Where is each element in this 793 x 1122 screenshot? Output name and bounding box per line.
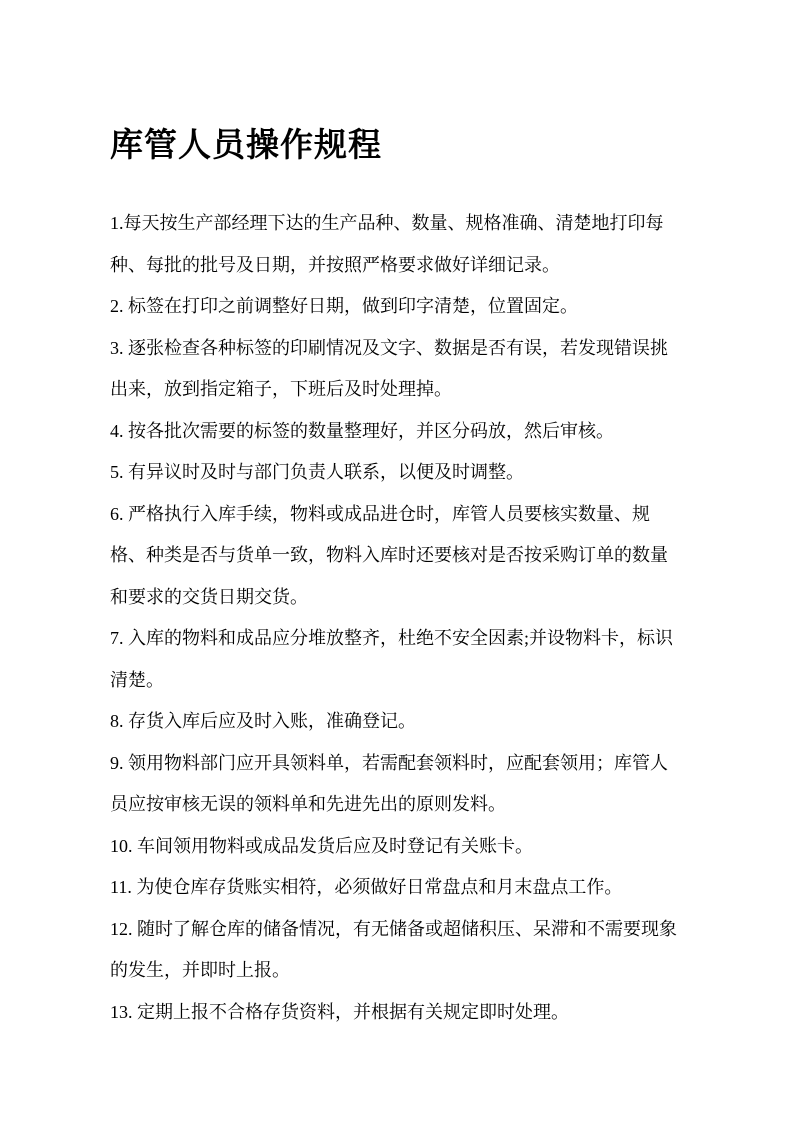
procedure-list — [110, 203, 680, 1033]
procedure-item: 2. 标签在打印之前调整好日期，做到印字清楚，位置固定。 — [110, 296, 578, 316]
procedure-item: 11. 为使仓库存货账实相符，必须做好日常盘点和月末盘点工作。 — [110, 877, 623, 897]
procedure-item: 12. 随时了解仓库的储备情况，有无储备或超储积压、呆滞和不需要现象的发生，并即时上报。 — [110, 918, 677, 980]
procedure-item: 9. 领用物料部门应开具领料单，若需配套领料时，应配套领用；库管人员应按审核无误的领料单和先进先出的原则发料。 — [110, 752, 668, 814]
procedure-item: 13. 定期上报不合格存货资料，并根据有关规定即时处理。 — [110, 1001, 569, 1022]
procedure-item: 8. 存货入库后应及时入账，准确登记。 — [110, 711, 416, 731]
procedure-item: 1.每天按生产部经理下达的生产品种、数量、规格准确、清楚地打印每种、每批的批号及日期，并按照严格要求做好详细记录。 — [110, 213, 664, 275]
procedure-item: 6. 严格执行入库手续，物料或成品进仓时，库管人员要核实数量、规格、种类是否与货单一致，物料入库时还要核对是否按采购订单的数量和要求的交货日期交货。 — [110, 503, 668, 607]
procedure-item: 3. 逐张检查各种标签的印刷情况及文字、数据是否有误，若发现错误挑出来，放到指定箱子，下班后及时处理掉。 — [110, 337, 668, 399]
procedure-item: 7. 入库的物料和成品应分堆放整齐，杜绝不安全因素;并设物料卡，标识清楚。 — [110, 628, 673, 690]
document-title: 库管人员操作规程 — [110, 126, 382, 163]
procedure-item: 10. 车间领用物料或成品发货后应及时登记有关账卡。 — [110, 835, 533, 856]
procedure-item: 4. 按各批次需要的标签的数量整理好，并区分码放，然后审核。 — [110, 420, 614, 441]
procedure-item: 5. 有异议时及时与部门负责人联系，以便及时调整。 — [110, 462, 524, 482]
